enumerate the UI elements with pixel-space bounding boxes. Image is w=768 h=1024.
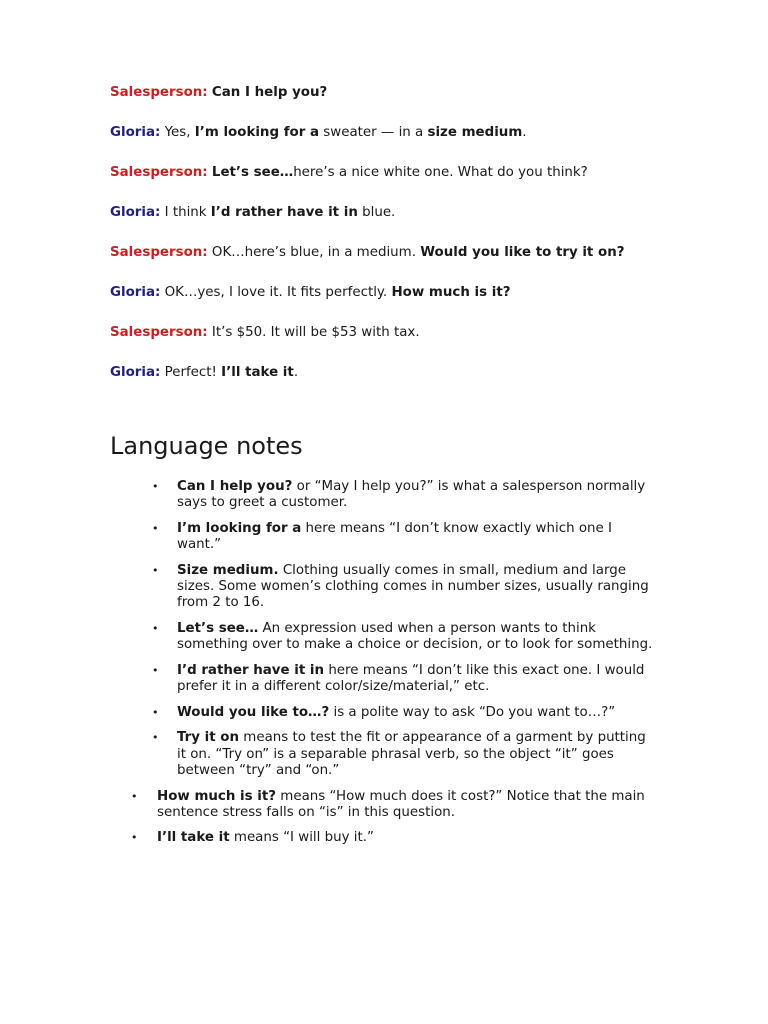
language-notes-list	[0, 479, 768, 856]
note-item	[0, 563, 657, 612]
bold-phrase: Can I help you?	[211, 85, 328, 100]
note-text: or “May I help you?” is what a salesperson normally says to greet a customer.	[177, 479, 646, 511]
bullet-icon: •	[152, 731, 159, 745]
note-item	[0, 663, 657, 695]
dialogue-text: OK…yes, I love it. It fits perfectly.	[160, 285, 392, 300]
bold-phrase: I’ll take it	[221, 365, 294, 380]
note-item	[0, 830, 657, 846]
bold-phrase: Let’s see…	[211, 165, 294, 180]
note-term: I’d rather have it in	[177, 662, 325, 678]
dialogue-text: It’s $50. It will be $53 with tax.	[207, 325, 420, 340]
dialogue-line	[110, 245, 660, 262]
dialogue-text: .	[293, 365, 299, 380]
bullet-icon: •	[152, 621, 159, 635]
bullet-icon: •	[131, 831, 138, 845]
note-term: Would you like to…?	[177, 704, 330, 720]
dialogue-line	[110, 285, 660, 302]
speaker-name: Salesperson:	[110, 325, 208, 340]
speaker-name: Salesperson:	[110, 245, 208, 260]
dialogue	[110, 85, 660, 405]
note-term: Let’s see…	[177, 620, 259, 636]
note-text: here means “I don’t know exactly which one I want.”	[177, 520, 612, 553]
bullet-icon: •	[152, 663, 159, 677]
note-item	[0, 730, 657, 779]
dialogue-text: Perfect!	[160, 365, 222, 380]
bold-phrase: size medium	[427, 125, 523, 140]
speaker-name: Gloria:	[110, 285, 161, 300]
speaker-name: Gloria:	[110, 205, 161, 220]
note-text: here means “I don’t like this exact one. I would prefer it in a different color/size/material,” etc.	[177, 662, 645, 695]
bullet-icon: •	[152, 705, 159, 719]
note-text: means to test the fit or appearance of a garment by putting it on. “Try on” is a separable phrasal verb, so the object “it” goes between “try” and “on.”	[177, 730, 646, 778]
dialogue-text: Yes,	[160, 125, 195, 140]
note-item	[0, 789, 657, 821]
note-term: Can I help you?	[177, 479, 293, 494]
bold-phrase: I’m looking for a	[194, 125, 320, 140]
speaker-name: Gloria:	[110, 365, 161, 380]
bullet-icon: •	[131, 789, 138, 803]
dialogue-line	[110, 205, 660, 222]
note-item	[0, 705, 657, 721]
speaker-name: Gloria:	[110, 125, 161, 140]
note-item	[0, 521, 657, 553]
note-text: An expression used when a person wants to think something over to make a choice or decision, or to look for something.	[177, 620, 653, 653]
notes-heading: Language notes	[110, 432, 303, 460]
dialogue-line	[110, 325, 660, 342]
dialogue-line	[110, 125, 660, 142]
note-text: means “How much does it cost?” Notice that the main sentence stress falls on “is” in this question.	[157, 788, 645, 820]
dialogue-text: here’s a nice white one. What do you think?	[293, 165, 588, 180]
bullet-icon: •	[152, 563, 159, 577]
bold-phrase: How much is it?	[391, 285, 511, 300]
dialogue-text: .	[522, 125, 527, 140]
dialogue-line	[110, 85, 660, 102]
dialogue-text: I think	[160, 205, 211, 220]
speaker-name: Salesperson:	[110, 165, 208, 180]
dialogue-line	[110, 365, 660, 382]
dialogue-text: sweater — in a	[319, 125, 428, 140]
note-text: Clothing usually comes in small, medium and large sizes. Some women’s clothing comes in number sizes, usually ranging from 2 to 16.	[177, 562, 649, 611]
note-term: Size medium.	[177, 562, 279, 578]
speaker-name: Salesperson:	[110, 85, 208, 100]
dialogue-text: blue.	[357, 205, 396, 220]
note-term: How much is it?	[157, 788, 277, 804]
note-text: means “I will buy it.”	[229, 830, 374, 846]
note-text: is a polite way to ask “Do you want to…?”	[329, 704, 616, 720]
note-item	[0, 621, 657, 653]
bold-phrase: I’d rather have it in	[210, 205, 358, 220]
bold-phrase: Would you like to try it on?	[420, 245, 625, 260]
note-term: I’m looking for a	[177, 520, 302, 536]
bullet-icon: •	[152, 480, 159, 493]
note-term: I’ll take it	[157, 830, 230, 846]
note-term: Try it on	[177, 730, 240, 746]
bullet-icon: •	[152, 521, 159, 535]
dialogue-line	[110, 165, 660, 182]
dialogue-text: OK…here’s blue, in a medium.	[207, 245, 421, 260]
note-item	[0, 479, 657, 511]
